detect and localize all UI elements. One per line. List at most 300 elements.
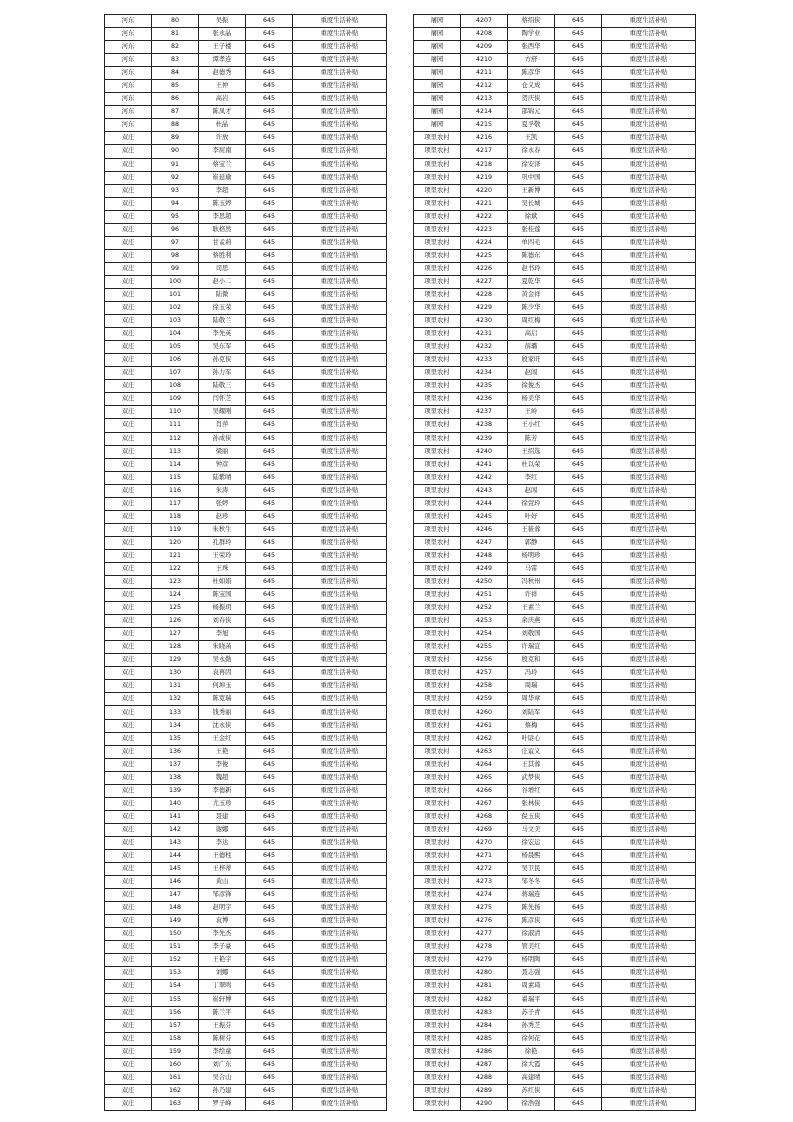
name-cell: 杨晨熙 bbox=[508, 850, 555, 863]
serial-number-cell: 4290 bbox=[461, 1097, 508, 1110]
subsidy-type-cell: 重度生活补贴 bbox=[602, 171, 696, 184]
name-cell: 杨美华 bbox=[508, 393, 555, 406]
table-row bbox=[105, 1032, 387, 1045]
name-cell: 管美红 bbox=[508, 941, 555, 954]
village-cell: 项里农村 bbox=[414, 823, 461, 836]
table-row bbox=[414, 549, 696, 562]
amount-cell: 645 bbox=[246, 523, 293, 536]
village-cell: 项里农村 bbox=[414, 419, 461, 432]
name-cell: 陈彦侠 bbox=[508, 915, 555, 928]
subsidy-type-cell: 重度生活补贴 bbox=[602, 562, 696, 575]
subsidy-type-cell: 重度生活补贴 bbox=[602, 667, 696, 680]
serial-number-cell: 4229 bbox=[461, 302, 508, 315]
amount-cell: 645 bbox=[555, 523, 602, 536]
serial-number-cell: 143 bbox=[152, 836, 199, 849]
name-cell: 朱晓菡 bbox=[199, 641, 246, 654]
amount-cell: 645 bbox=[555, 93, 602, 106]
name-cell: 陈芳 bbox=[508, 432, 555, 445]
subsidy-type-cell: 重度生活补贴 bbox=[293, 980, 387, 993]
subsidy-type-cell: 重度生活补贴 bbox=[293, 41, 387, 54]
amount-cell: 645 bbox=[555, 288, 602, 301]
serial-number-cell: 4279 bbox=[461, 954, 508, 967]
table-row bbox=[414, 850, 696, 863]
serial-number-cell: 158 bbox=[152, 1032, 199, 1045]
amount-cell: 645 bbox=[555, 693, 602, 706]
subsidy-type-cell: 重度生活补贴 bbox=[293, 15, 387, 28]
subsidy-type-cell: 重度生活补贴 bbox=[293, 171, 387, 184]
serial-number-cell: 90 bbox=[152, 145, 199, 158]
name-cell: 黄山 bbox=[199, 876, 246, 889]
subsidy-type-cell: 重度生活补贴 bbox=[293, 784, 387, 797]
serial-number-cell: 4284 bbox=[461, 1019, 508, 1032]
table-row bbox=[414, 471, 696, 484]
village-cell: 双庄 bbox=[105, 536, 152, 549]
amount-cell: 645 bbox=[555, 784, 602, 797]
subsidy-type-cell: 重度生活补贴 bbox=[602, 249, 696, 262]
serial-number-cell: 114 bbox=[152, 458, 199, 471]
subsidy-type-cell: 重度生活补贴 bbox=[293, 863, 387, 876]
village-cell: 项里农村 bbox=[414, 562, 461, 575]
subsidy-type-cell: 重度生活补贴 bbox=[293, 954, 387, 967]
table-row bbox=[105, 745, 387, 758]
table-row bbox=[105, 784, 387, 797]
name-cell: 王岭 bbox=[508, 406, 555, 419]
name-cell: 谭孝连 bbox=[199, 54, 246, 67]
subsidy-type-cell: 重度生活补贴 bbox=[293, 823, 387, 836]
name-cell: 冯秋州 bbox=[508, 576, 555, 589]
table-row bbox=[105, 863, 387, 876]
village-cell: 双庄 bbox=[105, 393, 152, 406]
table-row bbox=[105, 980, 387, 993]
serial-number-cell: 150 bbox=[152, 928, 199, 941]
serial-number-cell: 4232 bbox=[461, 341, 508, 354]
serial-number-cell: 4270 bbox=[461, 836, 508, 849]
table-row bbox=[414, 458, 696, 471]
subsidy-type-cell: 重度生活补贴 bbox=[293, 458, 387, 471]
amount-cell: 645 bbox=[555, 771, 602, 784]
serial-number-cell: 4228 bbox=[461, 288, 508, 301]
village-cell: 双庄 bbox=[105, 758, 152, 771]
table-row bbox=[105, 615, 387, 628]
serial-number-cell: 125 bbox=[152, 602, 199, 615]
serial-number-cell: 120 bbox=[152, 536, 199, 549]
village-cell: 双庄 bbox=[105, 223, 152, 236]
table-row bbox=[105, 484, 387, 497]
amount-cell: 645 bbox=[555, 28, 602, 41]
subsidy-type-cell: 重度生活补贴 bbox=[602, 745, 696, 758]
name-cell: 许瑞宜 bbox=[508, 641, 555, 654]
amount-cell: 645 bbox=[246, 249, 293, 262]
amount-cell: 645 bbox=[555, 680, 602, 693]
amount-cell: 645 bbox=[555, 497, 602, 510]
serial-number-cell: 4266 bbox=[461, 784, 508, 797]
serial-number-cell: 4227 bbox=[461, 275, 508, 288]
amount-cell: 645 bbox=[246, 771, 293, 784]
amount-cell: 645 bbox=[246, 928, 293, 941]
serial-number-cell: 4271 bbox=[461, 850, 508, 863]
name-cell: 罗子峰 bbox=[199, 1097, 246, 1110]
village-cell: 双庄 bbox=[105, 328, 152, 341]
name-cell: 陆微 bbox=[199, 288, 246, 301]
table-row bbox=[105, 954, 387, 967]
village-cell: 双庄 bbox=[105, 302, 152, 315]
table-row bbox=[414, 484, 696, 497]
subsidy-type-cell: 重度生活补贴 bbox=[602, 80, 696, 93]
serial-number-cell: 4265 bbox=[461, 771, 508, 784]
village-cell: 河东 bbox=[105, 106, 152, 119]
serial-number-cell: 4245 bbox=[461, 510, 508, 523]
table-row bbox=[105, 445, 387, 458]
village-cell: 项里农村 bbox=[414, 771, 461, 784]
serial-number-cell: 4282 bbox=[461, 993, 508, 1006]
table-row bbox=[105, 667, 387, 680]
village-cell: 项里农村 bbox=[414, 249, 461, 262]
subsidy-type-cell: 重度生活补贴 bbox=[602, 967, 696, 980]
serial-number-cell: 4244 bbox=[461, 497, 508, 510]
table-row bbox=[414, 1045, 696, 1058]
serial-number-cell: 89 bbox=[152, 132, 199, 145]
subsidy-type-cell: 重度生活补贴 bbox=[602, 589, 696, 602]
subsidy-type-cell: 重度生活补贴 bbox=[602, 523, 696, 536]
serial-number-cell: 152 bbox=[152, 954, 199, 967]
name-cell: 赵闯 bbox=[508, 367, 555, 380]
subsidy-type-cell: 重度生活补贴 bbox=[293, 641, 387, 654]
amount-cell: 645 bbox=[246, 236, 293, 249]
name-cell: 徐斌 bbox=[508, 210, 555, 223]
subsidy-type-cell: 重度生活补贴 bbox=[293, 719, 387, 732]
serial-number-cell: 88 bbox=[152, 119, 199, 132]
name-cell: 袁博 bbox=[199, 915, 246, 928]
table-row bbox=[414, 380, 696, 393]
serial-number-cell: 4247 bbox=[461, 536, 508, 549]
village-cell: 项里农村 bbox=[414, 132, 461, 145]
amount-cell: 645 bbox=[555, 184, 602, 197]
village-cell: 项里农村 bbox=[414, 993, 461, 1006]
subsidy-type-cell: 重度生活补贴 bbox=[602, 941, 696, 954]
subsidy-type-cell: 重度生活补贴 bbox=[293, 1032, 387, 1045]
amount-cell: 645 bbox=[555, 589, 602, 602]
serial-number-cell: 100 bbox=[152, 275, 199, 288]
village-cell: 项里农村 bbox=[414, 184, 461, 197]
table-row bbox=[105, 380, 387, 393]
serial-number-cell: 157 bbox=[152, 1019, 199, 1032]
serial-number-cell: 4277 bbox=[461, 928, 508, 941]
serial-number-cell: 4219 bbox=[461, 171, 508, 184]
village-cell: 双庄 bbox=[105, 836, 152, 849]
amount-cell: 645 bbox=[555, 354, 602, 367]
village-cell: 双庄 bbox=[105, 471, 152, 484]
village-cell: 项里农村 bbox=[414, 223, 461, 236]
name-cell: 王绍选 bbox=[508, 445, 555, 458]
village-cell: 项里农村 bbox=[414, 745, 461, 758]
amount-cell: 645 bbox=[246, 171, 293, 184]
serial-number-cell: 4288 bbox=[461, 1071, 508, 1084]
serial-number-cell: 4259 bbox=[461, 693, 508, 706]
amount-cell: 645 bbox=[246, 823, 293, 836]
name-cell: 邹彦锋 bbox=[199, 889, 246, 902]
village-cell: 河东 bbox=[105, 54, 152, 67]
subsidy-type-cell: 重度生活补贴 bbox=[293, 419, 387, 432]
subsidy-type-cell: 重度生活补贴 bbox=[602, 393, 696, 406]
serial-number-cell: 4222 bbox=[461, 210, 508, 223]
village-cell: 双庄 bbox=[105, 523, 152, 536]
name-cell: 徐安泽 bbox=[508, 158, 555, 171]
subsidy-type-cell: 重度生活补贴 bbox=[293, 850, 387, 863]
village-cell: 项里农村 bbox=[414, 576, 461, 589]
subsidy-type-cell: 重度生活补贴 bbox=[293, 145, 387, 158]
serial-number-cell: 161 bbox=[152, 1071, 199, 1084]
table-row bbox=[414, 15, 696, 28]
serial-number-cell: 160 bbox=[152, 1058, 199, 1071]
subsidy-type-cell: 重度生活补贴 bbox=[602, 771, 696, 784]
amount-cell: 645 bbox=[555, 850, 602, 863]
village-cell: 项里农村 bbox=[414, 1006, 461, 1019]
village-cell: 双庄 bbox=[105, 823, 152, 836]
amount-cell: 645 bbox=[555, 1019, 602, 1032]
name-cell: 李先英 bbox=[199, 328, 246, 341]
subsidy-type-cell: 重度生活补贴 bbox=[293, 328, 387, 341]
village-cell: 项里农村 bbox=[414, 354, 461, 367]
serial-number-cell: 4285 bbox=[461, 1032, 508, 1045]
table-row bbox=[414, 576, 696, 589]
name-cell: 杜晶 bbox=[199, 119, 246, 132]
amount-cell: 645 bbox=[246, 197, 293, 210]
village-cell: 项里农村 bbox=[414, 510, 461, 523]
table-row bbox=[414, 419, 696, 432]
village-cell: 河东 bbox=[105, 80, 152, 93]
serial-number-cell: 4272 bbox=[461, 863, 508, 876]
subsidy-type-cell: 重度生活补贴 bbox=[602, 1084, 696, 1097]
serial-number-cell: 141 bbox=[152, 810, 199, 823]
village-cell: 项里农村 bbox=[414, 693, 461, 706]
amount-cell: 645 bbox=[555, 810, 602, 823]
table-row bbox=[105, 210, 387, 223]
name-cell: 朱涛 bbox=[199, 484, 246, 497]
village-cell: 项里农村 bbox=[414, 784, 461, 797]
serial-number-cell: 98 bbox=[152, 249, 199, 262]
amount-cell: 645 bbox=[555, 145, 602, 158]
serial-number-cell: 4240 bbox=[461, 445, 508, 458]
amount-cell: 645 bbox=[246, 41, 293, 54]
serial-number-cell: 117 bbox=[152, 497, 199, 510]
serial-number-cell: 134 bbox=[152, 719, 199, 732]
amount-cell: 645 bbox=[246, 262, 293, 275]
table-row bbox=[414, 1058, 696, 1071]
table-row bbox=[414, 523, 696, 536]
name-cell: 谢娜 bbox=[199, 823, 246, 836]
name-cell: 周瑞 bbox=[508, 680, 555, 693]
serial-number-cell: 80 bbox=[152, 15, 199, 28]
village-cell: 双庄 bbox=[105, 706, 152, 719]
serial-number-cell: 155 bbox=[152, 993, 199, 1006]
table-row bbox=[414, 236, 696, 249]
name-cell: 巩中国 bbox=[508, 171, 555, 184]
serial-number-cell: 116 bbox=[152, 484, 199, 497]
serial-number-cell: 95 bbox=[152, 210, 199, 223]
amount-cell: 645 bbox=[555, 1071, 602, 1084]
table-row bbox=[105, 158, 387, 171]
name-cell: 徐大霞 bbox=[508, 1058, 555, 1071]
subsidy-type-cell: 重度生活补贴 bbox=[293, 1084, 387, 1097]
amount-cell: 645 bbox=[246, 223, 293, 236]
name-cell: 孙成侠 bbox=[199, 432, 246, 445]
name-cell: 司思 bbox=[199, 262, 246, 275]
amount-cell: 645 bbox=[555, 628, 602, 641]
serial-number-cell: 4208 bbox=[461, 28, 508, 41]
subsidy-type-cell: 重度生活补贴 bbox=[602, 732, 696, 745]
village-cell: 双庄 bbox=[105, 184, 152, 197]
amount-cell: 645 bbox=[555, 615, 602, 628]
subsidy-type-cell: 重度生活补贴 bbox=[602, 1071, 696, 1084]
subsidy-type-cell: 重度生活补贴 bbox=[293, 915, 387, 928]
village-cell: 双庄 bbox=[105, 249, 152, 262]
village-cell: 双庄 bbox=[105, 628, 152, 641]
subsidy-type-cell: 重度生活补贴 bbox=[602, 680, 696, 693]
subsidy-type-cell: 重度生活补贴 bbox=[293, 106, 387, 119]
subsidy-type-cell: 重度生活补贴 bbox=[293, 249, 387, 262]
serial-number-cell: 97 bbox=[152, 236, 199, 249]
serial-number-cell: 153 bbox=[152, 967, 199, 980]
table-row bbox=[105, 602, 387, 615]
serial-number-cell: 127 bbox=[152, 628, 199, 641]
serial-number-cell: 4248 bbox=[461, 549, 508, 562]
serial-number-cell: 4235 bbox=[461, 380, 508, 393]
subsidy-type-cell: 重度生活补贴 bbox=[293, 262, 387, 275]
serial-number-cell: 99 bbox=[152, 262, 199, 275]
name-cell: 殷家旺 bbox=[508, 354, 555, 367]
serial-number-cell: 4218 bbox=[461, 158, 508, 171]
name-cell: 丁翠鸣 bbox=[199, 980, 246, 993]
name-cell: 陈宝国 bbox=[199, 589, 246, 602]
subsidy-type-cell: 重度生活补贴 bbox=[293, 589, 387, 602]
table-row bbox=[105, 1097, 387, 1110]
table-row bbox=[105, 902, 387, 915]
village-cell: 项里农村 bbox=[414, 915, 461, 928]
amount-cell: 645 bbox=[555, 210, 602, 223]
subsidy-type-cell: 重度生活补贴 bbox=[293, 771, 387, 784]
name-cell: 方舒 bbox=[508, 54, 555, 67]
village-cell: 项里农村 bbox=[414, 1071, 461, 1084]
subsidy-type-cell: 重度生活补贴 bbox=[602, 954, 696, 967]
table-row bbox=[414, 536, 696, 549]
amount-cell: 645 bbox=[555, 328, 602, 341]
table-row bbox=[105, 54, 387, 67]
amount-cell: 645 bbox=[246, 184, 293, 197]
village-cell: 双庄 bbox=[105, 132, 152, 145]
amount-cell: 645 bbox=[246, 1032, 293, 1045]
village-cell: 双庄 bbox=[105, 354, 152, 367]
table-row bbox=[414, 288, 696, 301]
subsidy-type-cell: 重度生活补贴 bbox=[602, 719, 696, 732]
subsidy-type-cell: 重度生活补贴 bbox=[602, 654, 696, 667]
amount-cell: 645 bbox=[555, 706, 602, 719]
subsidy-type-cell: 重度生活补贴 bbox=[293, 341, 387, 354]
subsidy-type-cell: 重度生活补贴 bbox=[602, 758, 696, 771]
amount-cell: 645 bbox=[555, 602, 602, 615]
serial-number-cell: 4214 bbox=[461, 106, 508, 119]
table-row bbox=[414, 928, 696, 941]
village-cell: 双庄 bbox=[105, 810, 152, 823]
serial-number-cell: 4253 bbox=[461, 615, 508, 628]
name-cell: 周红梅 bbox=[508, 315, 555, 328]
subsidy-type-cell: 重度生活补贴 bbox=[293, 928, 387, 941]
serial-number-cell: 4262 bbox=[461, 732, 508, 745]
subsidy-type-cell: 重度生活补贴 bbox=[293, 889, 387, 902]
name-cell: 王梓蒂 bbox=[199, 863, 246, 876]
table-row bbox=[414, 915, 696, 928]
serial-number-cell: 4223 bbox=[461, 223, 508, 236]
village-cell: 屠园 bbox=[414, 67, 461, 80]
table-row bbox=[414, 615, 696, 628]
amount-cell: 645 bbox=[555, 54, 602, 67]
name-cell: 黄金祥 bbox=[508, 288, 555, 301]
serial-number-cell: 4241 bbox=[461, 458, 508, 471]
village-cell: 项里农村 bbox=[414, 654, 461, 667]
serial-number-cell: 101 bbox=[152, 288, 199, 301]
table-row bbox=[105, 171, 387, 184]
name-cell: 高建晴 bbox=[508, 1071, 555, 1084]
amount-cell: 645 bbox=[555, 902, 602, 915]
village-cell: 双庄 bbox=[105, 719, 152, 732]
serial-number-cell: 4217 bbox=[461, 145, 508, 158]
name-cell: 王新博 bbox=[508, 184, 555, 197]
amount-cell: 645 bbox=[555, 1058, 602, 1071]
table-row bbox=[414, 810, 696, 823]
amount-cell: 645 bbox=[555, 1084, 602, 1097]
amount-cell: 645 bbox=[555, 915, 602, 928]
table-row bbox=[414, 106, 696, 119]
name-cell: 高岩 bbox=[199, 93, 246, 106]
name-cell: 李子豪 bbox=[199, 941, 246, 954]
table-row bbox=[105, 67, 387, 80]
village-cell: 双庄 bbox=[105, 275, 152, 288]
amount-cell: 645 bbox=[555, 1006, 602, 1019]
table-row bbox=[414, 367, 696, 380]
subsidy-type-cell: 重度生活补贴 bbox=[293, 1045, 387, 1058]
table-row bbox=[414, 980, 696, 993]
name-cell: 陆敬兰 bbox=[199, 315, 246, 328]
table-row bbox=[414, 80, 696, 93]
village-cell: 项里农村 bbox=[414, 876, 461, 889]
name-cell: 肖萍 bbox=[199, 419, 246, 432]
village-cell: 项里农村 bbox=[414, 1058, 461, 1071]
name-cell: 冯玲 bbox=[508, 667, 555, 680]
amount-cell: 645 bbox=[246, 275, 293, 288]
village-cell: 项里农村 bbox=[414, 549, 461, 562]
serial-number-cell: 4287 bbox=[461, 1058, 508, 1071]
village-cell: 双庄 bbox=[105, 928, 152, 941]
subsidy-type-cell: 重度生活补贴 bbox=[602, 315, 696, 328]
amount-cell: 645 bbox=[555, 67, 602, 80]
village-cell: 项里农村 bbox=[414, 941, 461, 954]
table-row bbox=[414, 1019, 696, 1032]
subsidy-type-cell: 重度生活补贴 bbox=[602, 223, 696, 236]
amount-cell: 645 bbox=[555, 889, 602, 902]
name-cell: 吴振 bbox=[199, 15, 246, 28]
name-cell: 蔡梅 bbox=[508, 719, 555, 732]
name-cell: 夏孚敬 bbox=[508, 119, 555, 132]
name-cell: 陈树芬 bbox=[199, 1032, 246, 1045]
serial-number-cell: 145 bbox=[152, 863, 199, 876]
village-cell: 项里农村 bbox=[414, 471, 461, 484]
village-cell: 项里农村 bbox=[414, 732, 461, 745]
amount-cell: 645 bbox=[555, 745, 602, 758]
name-cell: 吴耀刚 bbox=[199, 406, 246, 419]
amount-cell: 645 bbox=[246, 589, 293, 602]
serial-number-cell: 83 bbox=[152, 54, 199, 67]
amount-cell: 645 bbox=[555, 262, 602, 275]
table-row bbox=[105, 15, 387, 28]
